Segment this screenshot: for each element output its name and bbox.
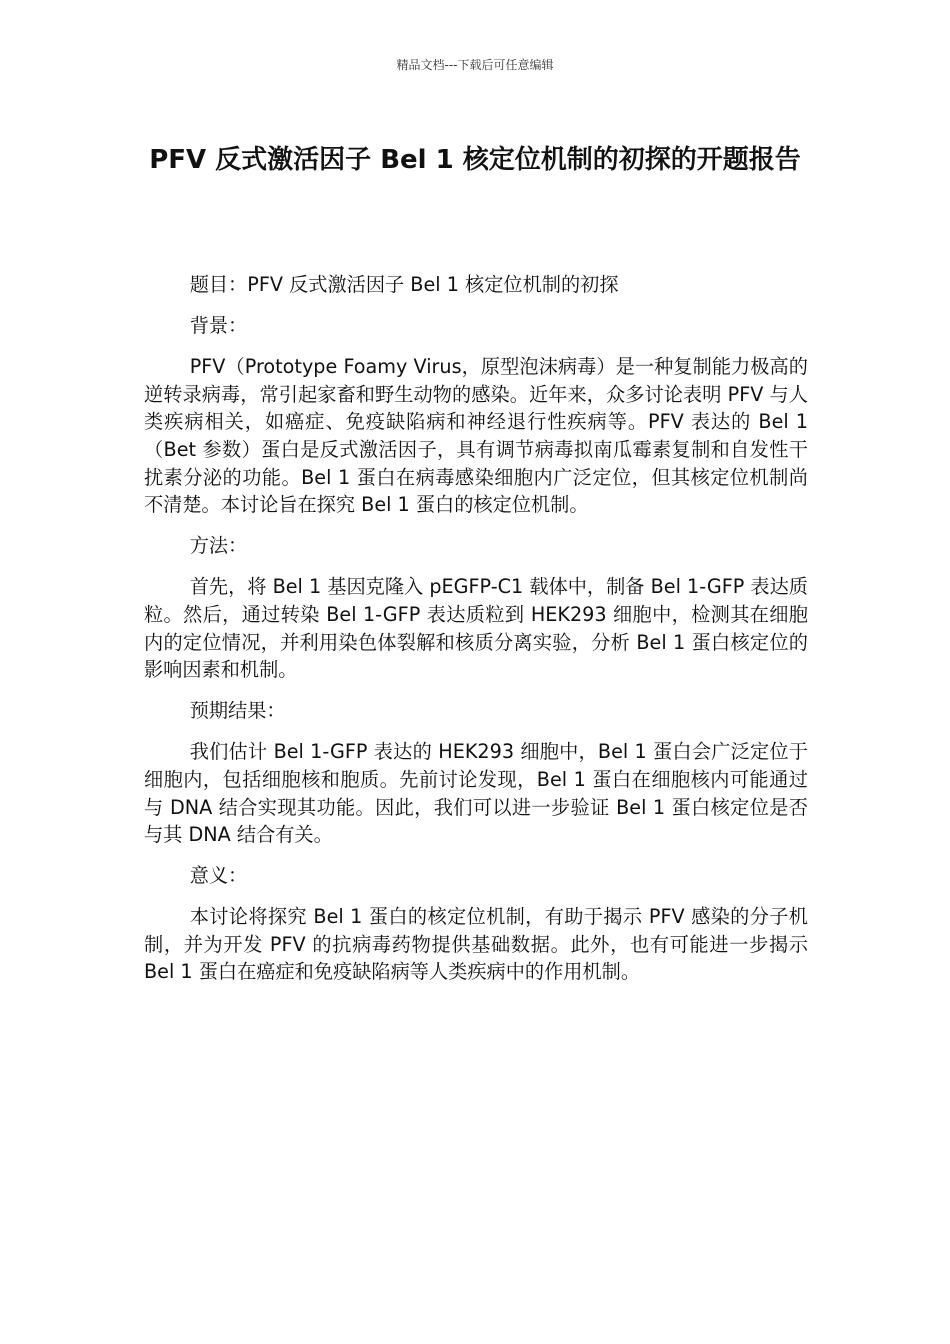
significance-heading: 意义： [189, 864, 248, 888]
background-paragraph: PFV（Prototype Foamy Virus，原型泡沫病毒）是一种复制能力极高的逆转录病毒，常引起家畜和野生动物的感染。近年来，众多讨论表明 PFV 与人类疾病相关，如癌症、免疫缺陷病和神经退行性疾病等。PFV 表达的 Bel 1（Bet 参数）蛋白是反式激活因子，具有调节病毒拟南瓜霉素复制和自发性干扰素分泌的功能。Bel 1 蛋白在病毒感染细胞内广泛定位，但其核定位机制尚不清楚。本讨论旨在探究 Bel 1 蛋白的核定位机制。 [144, 355, 808, 517]
significance-paragraph: 本讨论将探究 Bel 1 蛋白的核定位机制，有助于揭示 PFV 感染的分子机制，并为开发 PFV 的抗病毒药物提供基础数据。此外，也有可能进一步揭示 Bel 1 蛋白在癌症和免疫缺陷病等人类疾病中的作用机制。 [144, 905, 808, 984]
expected-results-paragraph: 我们估计 Bel 1-GFP 表达的 HEK293 细胞中，Bel 1 蛋白会广泛定位于细胞内，包括细胞核和胞质。先前讨论发现，Bel 1 蛋白在细胞核内可能通过与 DNA 结合实现其功能。因此，我们可以进一步验证 Bel 1 蛋白核定位是否与其 DNA 结合有关。 [144, 740, 808, 847]
page-header: 精品文档---下载后可任意编辑 [396, 58, 554, 72]
document-title: PFV 反式激活因子 Bel 1 核定位机制的初探的开题报告 [149, 145, 801, 175]
expected-results-heading: 预期结果： [189, 699, 286, 723]
document-body [144, 271, 808, 1000]
methods-paragraph: 首先，将 Bel 1 基因克隆入 pEGFP-C1 载体中，制备 Bel 1-GFP 表达质粒。然后，通过转染 Bel 1-GFP 表达质粒到 HEK293 细胞中，检测其在细胞内的定位情况，并利用染色体裂解和核质分离实验，分析 Bel 1 蛋白核定位的影响因素和机制。 [144, 575, 808, 682]
topic-line: 题目：PFV 反式激活因子 Bel 1 核定位机制的初探 [189, 273, 619, 296]
methods-heading: 方法： [189, 534, 248, 558]
background-heading: 背景： [189, 314, 248, 338]
